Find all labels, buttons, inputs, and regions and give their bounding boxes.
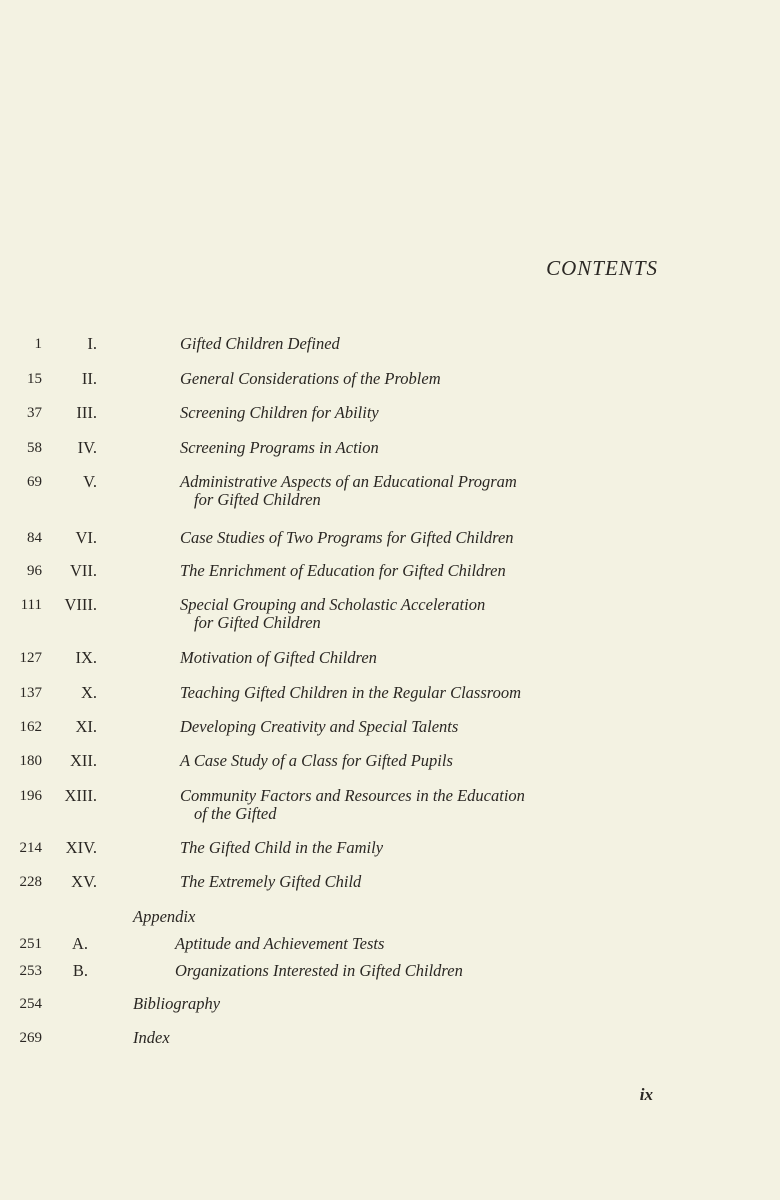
page-number: 180 bbox=[19, 753, 42, 769]
page-number: 37 bbox=[27, 405, 42, 421]
chapter-numeral: I. bbox=[87, 334, 97, 353]
page-number: 196 bbox=[19, 788, 42, 804]
chapter-title: The Extremely Gifted Child bbox=[180, 872, 362, 891]
appendix-letter: A. bbox=[71, 934, 88, 953]
page-number: 214 bbox=[19, 840, 42, 856]
chapter-numeral: IX. bbox=[75, 648, 97, 667]
chapter-title-line1: Community Factors and Resources in the Education bbox=[180, 786, 525, 805]
chapter-title-line1: Special Grouping and Scholastic Acceleration bbox=[180, 595, 486, 614]
chapter-title-line1: Administrative Aspects of an Educational Program bbox=[180, 472, 517, 491]
page-number: 269 bbox=[19, 1030, 42, 1046]
chapter-numeral: XIV. bbox=[65, 838, 97, 857]
chapter-numeral: X. bbox=[80, 683, 97, 702]
appendix-title: Aptitude and Achievement Tests bbox=[175, 934, 385, 953]
chapter-title: Case Studies of Two Programs for Gifted Children bbox=[180, 528, 514, 547]
page-number: 254 bbox=[19, 996, 42, 1012]
page-number: 251 bbox=[19, 936, 42, 952]
chapter-title: Teaching Gifted Children in the Regular Classroom bbox=[180, 683, 521, 702]
chapter-title: A Case Study of a Class for Gifted Pupils bbox=[180, 751, 453, 770]
chapter-title: The Enrichment of Education for Gifted Children bbox=[180, 561, 506, 580]
page-number: 228 bbox=[19, 874, 42, 890]
page-number: 84 bbox=[27, 530, 42, 546]
chapter-numeral: XV. bbox=[71, 872, 97, 891]
chapter-numeral: VII. bbox=[69, 561, 97, 580]
chapter-numeral: III. bbox=[76, 403, 97, 422]
page-number: 1 bbox=[34, 336, 42, 352]
page-number: 127 bbox=[19, 650, 42, 666]
chapter-title: Motivation of Gifted Children bbox=[180, 648, 377, 667]
chapter-title bbox=[180, 787, 525, 823]
chapter-numeral: XII. bbox=[69, 751, 97, 770]
chapter-numeral: VIII. bbox=[64, 595, 97, 614]
entry-title: Bibliography bbox=[133, 994, 221, 1013]
chapter-title: Screening Programs in Action bbox=[180, 438, 379, 457]
page-number: 111 bbox=[20, 597, 42, 613]
page-number: 162 bbox=[19, 719, 42, 735]
chapter-numeral: XIII. bbox=[64, 786, 97, 805]
chapter-title: Screening Children for Ability bbox=[180, 403, 379, 422]
chapter-numeral: IV. bbox=[77, 438, 97, 457]
chapter-title bbox=[180, 473, 517, 509]
entry-title: Index bbox=[133, 1028, 170, 1047]
chapter-title bbox=[180, 596, 485, 632]
appendix-title: Organizations Interested in Gifted Children bbox=[175, 961, 463, 980]
chapter-title: The Gifted Child in the Family bbox=[180, 838, 384, 857]
contents-heading: CONTENTS bbox=[546, 256, 658, 280]
page-number: 15 bbox=[27, 371, 42, 387]
chapter-numeral: II. bbox=[81, 369, 97, 388]
chapter-numeral: V. bbox=[83, 472, 97, 491]
chapter-title: General Considerations of the Problem bbox=[180, 369, 441, 388]
page-number: 253 bbox=[19, 963, 42, 979]
chapter-title: Gifted Children Defined bbox=[180, 334, 340, 353]
page-folio: ix bbox=[639, 1085, 653, 1104]
appendix-letter: B. bbox=[72, 961, 88, 980]
chapter-numeral: VI. bbox=[75, 528, 97, 547]
chapter-title-line2: for Gifted Children bbox=[194, 613, 321, 632]
chapter-title-line2: of the Gifted bbox=[194, 804, 277, 823]
appendix-label: Appendix bbox=[133, 907, 196, 926]
chapter-numeral: XI. bbox=[75, 717, 97, 736]
chapter-title: Developing Creativity and Special Talents bbox=[180, 717, 459, 736]
page-number: 96 bbox=[27, 563, 42, 579]
page-number: 58 bbox=[27, 440, 42, 456]
page-number: 137 bbox=[19, 685, 42, 701]
page-number: 69 bbox=[27, 474, 42, 490]
chapter-title-line2: for Gifted Children bbox=[194, 490, 321, 509]
